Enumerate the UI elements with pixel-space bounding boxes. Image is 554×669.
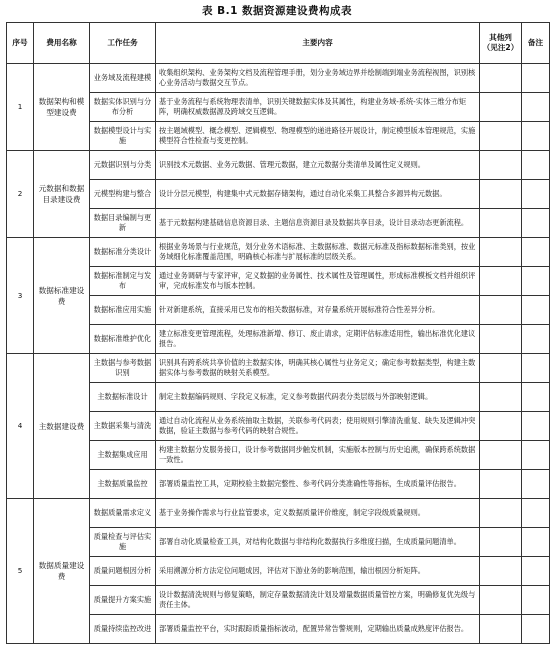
row-task: 主数据标准设计 bbox=[90, 383, 156, 412]
row-content: 针对新建系统，直接采用已发布的相关数据标准，对存量系统开展标准符合性差异分析。 bbox=[156, 296, 480, 325]
row-content: 收集组织架构、业务架构文档及流程管理手册，划分业务域边界并绘制端到端业务流程视图，识别核心业务活动与数据交互节点。 bbox=[156, 64, 480, 93]
row-category: 数据标准建设费 bbox=[34, 238, 90, 354]
row-note-cell bbox=[522, 296, 550, 325]
row-content: 通过自动化流程从业务系统抽取主数据，关联参考代码表；使用规则引擎清洗重复、缺失及逻辑冲突数据，验证主数据与参考代码的映射合规性。 bbox=[156, 412, 480, 441]
row-note-cell bbox=[522, 412, 550, 441]
table-row bbox=[7, 238, 550, 267]
row-other-cell bbox=[480, 586, 522, 615]
row-note-cell bbox=[522, 93, 550, 122]
row-other-cell bbox=[480, 180, 522, 209]
row-task: 主数据采集与清洗 bbox=[90, 412, 156, 441]
row-other-cell bbox=[480, 325, 522, 354]
row-task: 数据标准分类设计 bbox=[90, 238, 156, 267]
row-content: 部署自动化质量检查工具，对结构化数据与非结构化数据执行多维度扫描，生成质量问题清单。 bbox=[156, 528, 480, 557]
table-header-row bbox=[7, 23, 550, 64]
row-other-cell bbox=[480, 499, 522, 528]
table-body bbox=[7, 64, 550, 644]
table-caption: 表 B.1 数据资源建设费构成表 bbox=[201, 5, 353, 17]
row-task: 元数据识别与分类 bbox=[90, 151, 156, 180]
table-row bbox=[7, 499, 550, 528]
row-task: 主数据集成应用 bbox=[90, 441, 156, 470]
row-note-cell bbox=[522, 238, 550, 267]
row-other-cell bbox=[480, 296, 522, 325]
header-task: 工作任务 bbox=[90, 23, 156, 64]
row-other-cell bbox=[480, 64, 522, 93]
row-other-cell bbox=[480, 151, 522, 180]
row-category: 主数据建设费 bbox=[34, 354, 90, 499]
row-note-cell bbox=[522, 528, 550, 557]
row-category: 数据架构和模型建设费 bbox=[34, 64, 90, 151]
row-note-cell bbox=[522, 557, 550, 586]
row-content: 采用溯源分析方法定位问题成因，评估对下游业务的影响范围，输出根因分析矩阵。 bbox=[156, 557, 480, 586]
row-note-cell bbox=[522, 151, 550, 180]
row-content: 部署质量监控工具，定期校验主数据完整性、参考代码分类准确性等指标，生成质量评估报告。 bbox=[156, 470, 480, 499]
row-task: 主数据质量监控 bbox=[90, 470, 156, 499]
row-note-cell bbox=[522, 470, 550, 499]
row-content: 按主题域模型、概念模型、逻辑模型、物理模型的递进路径开展设计，制定模型版本管理规范，实施模型符合性检查与变更控制。 bbox=[156, 122, 480, 151]
row-note-cell bbox=[522, 209, 550, 238]
row-other-cell bbox=[480, 122, 522, 151]
row-content: 设计分层元模型，构建集中式元数据存储架构，通过自动化采集工具整合多源异构元数据。 bbox=[156, 180, 480, 209]
row-task: 业务域及流程建模 bbox=[90, 64, 156, 93]
header-content: 主要内容 bbox=[156, 23, 480, 64]
row-task: 质量问题根因分析 bbox=[90, 557, 156, 586]
row-other-cell bbox=[480, 557, 522, 586]
row-seq: 5 bbox=[7, 499, 34, 644]
row-other-cell bbox=[480, 93, 522, 122]
header-seq: 序号 bbox=[7, 23, 34, 64]
row-note-cell bbox=[522, 64, 550, 93]
row-note-cell bbox=[522, 586, 550, 615]
row-other-cell bbox=[480, 383, 522, 412]
row-other-cell bbox=[480, 441, 522, 470]
row-task: 数据标准应用实施 bbox=[90, 296, 156, 325]
row-note-cell bbox=[522, 499, 550, 528]
table-row bbox=[7, 151, 550, 180]
row-note-cell bbox=[522, 383, 550, 412]
row-content: 识别技术元数据、业务元数据、管理元数据，建立元数据分类清单及属性定义规则。 bbox=[156, 151, 480, 180]
row-note-cell bbox=[522, 267, 550, 296]
cost-composition-table bbox=[6, 22, 550, 644]
row-other-cell bbox=[480, 354, 522, 383]
row-task: 质量持续监控改进 bbox=[90, 615, 156, 644]
row-seq: 4 bbox=[7, 354, 34, 499]
row-category: 元数据和数据目录建设费 bbox=[34, 151, 90, 238]
row-other-cell bbox=[480, 238, 522, 267]
row-task: 数据标准维护优化 bbox=[90, 325, 156, 354]
row-other-cell bbox=[480, 528, 522, 557]
row-seq: 1 bbox=[7, 64, 34, 151]
row-content: 设计数据清洗规则与修复策略，制定存量数据清洗计划及增量数据质量管控方案，明确修复优先级与责任主体。 bbox=[156, 586, 480, 615]
row-content: 基于元数据构建基础信息资源目录、主题信息资源目录及数据共享目录，设计目录动态更新流程。 bbox=[156, 209, 480, 238]
header-note: 备注 bbox=[522, 23, 550, 64]
row-task: 数据实体识别与分布分析 bbox=[90, 93, 156, 122]
header-other: 其他列（见注2） bbox=[480, 23, 522, 64]
row-content: 基于业务操作需求与行业监管要求，定义数据质量评价维度，制定字段级质量规则。 bbox=[156, 499, 480, 528]
header-category: 费用名称 bbox=[34, 23, 90, 64]
row-content: 识别具有跨系统共享价值的主数据实体，明确其核心属性与业务定义；确定参考数据类型，构建主数据实体与参考数据的映射关系模型。 bbox=[156, 354, 480, 383]
row-task: 质量检查与评估实施 bbox=[90, 528, 156, 557]
row-other-cell bbox=[480, 412, 522, 441]
row-task: 数据目录编制与更新 bbox=[90, 209, 156, 238]
row-note-cell bbox=[522, 180, 550, 209]
row-content: 部署质量监控平台，实时跟踪质量指标波动，配置异常告警规则，定期输出质量成熟度评估报告。 bbox=[156, 615, 480, 644]
table-row bbox=[7, 64, 550, 93]
row-category: 数据质量建设费 bbox=[34, 499, 90, 644]
row-note-cell bbox=[522, 441, 550, 470]
row-seq: 2 bbox=[7, 151, 34, 238]
row-content: 制定主数据编码规则、字段定义标准，定义参考数据代码表分类层级与外部映射逻辑。 bbox=[156, 383, 480, 412]
row-other-cell bbox=[480, 615, 522, 644]
row-task: 数据质量需求定义 bbox=[90, 499, 156, 528]
row-other-cell bbox=[480, 470, 522, 499]
row-content: 通过业务调研与专家评审，定义数据的业务属性、技术属性及管理属性，形成标准模板文档并组织评审，完成标准发布与版本控制。 bbox=[156, 267, 480, 296]
row-note-cell bbox=[522, 122, 550, 151]
row-content: 建立标准变更管理流程，处理标准新增、修订、废止请求，定期评估标准适用性，输出标准优化建议报告。 bbox=[156, 325, 480, 354]
row-note-cell bbox=[522, 354, 550, 383]
table-row bbox=[7, 354, 550, 383]
row-task: 主数据与参考数据识别 bbox=[90, 354, 156, 383]
row-seq: 3 bbox=[7, 238, 34, 354]
row-content: 构建主数据分发服务接口，设计参考数据同步触发机制，实施版本控制与历史追溯，确保跨系统数据一致性。 bbox=[156, 441, 480, 470]
row-other-cell bbox=[480, 267, 522, 296]
row-content: 根据业务场景与行业规范，划分业务术语标准、主数据标准、数据元标准及指标数据标准类别，按业务域细化标准覆盖范围，明确核心标准与扩展标准的层级关系。 bbox=[156, 238, 480, 267]
row-note-cell bbox=[522, 325, 550, 354]
row-task: 数据标准制定与发布 bbox=[90, 267, 156, 296]
row-note-cell bbox=[522, 615, 550, 644]
row-content: 基于业务流程与系统物理表清单，识别关键数据实体及其属性，构建业务域-系统-实体三维分布矩阵，明确权威数据源及跨域交互逻辑。 bbox=[156, 93, 480, 122]
row-task: 元模型构建与整合 bbox=[90, 180, 156, 209]
row-task: 数据模型设计与实施 bbox=[90, 122, 156, 151]
row-task: 质量提升方案实施 bbox=[90, 586, 156, 615]
row-other-cell bbox=[480, 209, 522, 238]
